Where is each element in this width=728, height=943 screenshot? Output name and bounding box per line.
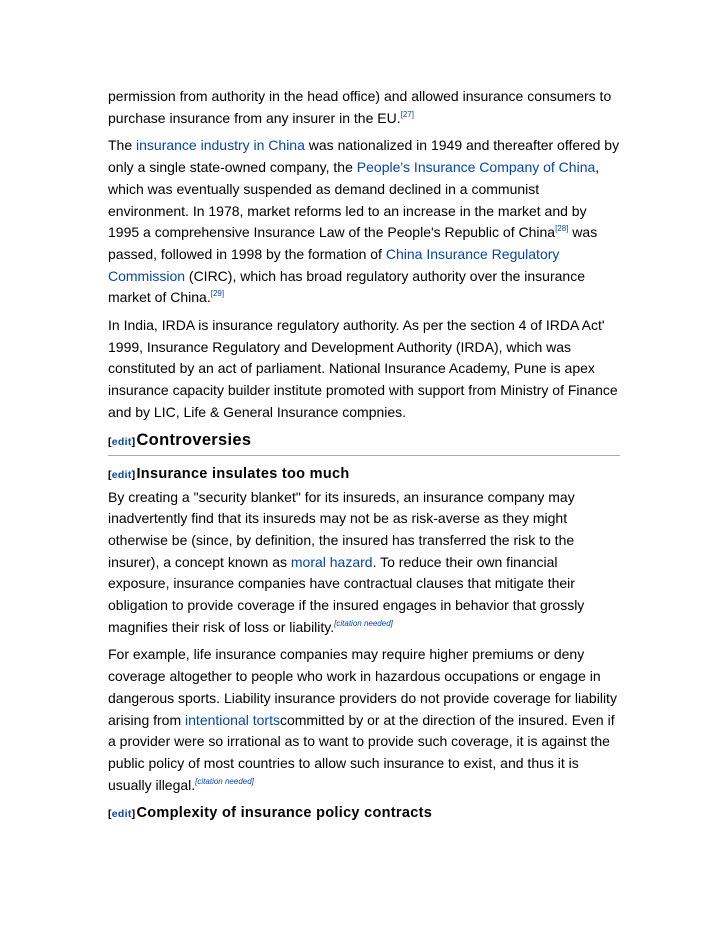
link-circ[interactable]: China Insurance Regulatory Commission <box>108 245 560 284</box>
heading-controversies: [edit]Controversies <box>108 430 620 456</box>
reference-28[interactable]: [28] <box>555 224 569 234</box>
link-moral-hazard[interactable]: moral hazard <box>290 553 373 570</box>
heading-insurance-insulates: [edit]Insurance insulates too much <box>108 465 350 482</box>
heading-complexity: [edit]Complexity of insurance policy contracts <box>108 805 433 822</box>
citation-needed[interactable]: [citation needed] <box>195 776 254 786</box>
link-peoples-insurance-company[interactable]: People's Insurance Company of China <box>356 159 596 176</box>
paragraph-moral-hazard: By creating a "security blanket" for its insureds, an insurance company may inadvertently find that its insureds may not be as risk-averse as they might otherwise be (since, by definition, the insured has transferred the risk to the insurer), a concept known as moral hazard. To reduce their own financial exposure, insurance companies have contractual clauses that mitigate their obligation to provide coverage if the insured engages in behavior that grossly magnifies their risk of loss or liability.[citation needed] <box>108 488 585 635</box>
paragraph-india-irda: In India, IRDA is insurance regulatory authority. As per the section 4 of IRDA Act' 1999, Insurance Regulatory and Development Authority (IRDA), which was constituted by an act of parliament. National Insurance Academy, Pune is apex insurance capacity builder institute promoted with support from Ministry of Finance and by LIC, Life & General Insurance compnies. <box>108 317 618 420</box>
article-body <box>108 86 620 826</box>
link-insurance-industry-china[interactable]: insurance industry in China <box>136 137 305 154</box>
paragraph-eu-insurance: permission from authority in the head office) and allowed insurance consumers to purchase insurance from any insurer in the EU.[27] <box>108 88 612 126</box>
edit-link-insulates[interactable]: [edit] <box>108 468 136 481</box>
edit-link-complexity[interactable]: [edit] <box>108 808 136 821</box>
edit-link-controversies[interactable]: [edit] <box>108 435 136 448</box>
paragraph-china-insurance: The insurance industry in China was nationalized in 1949 and thereafter offered by only a single state-owned company, the People's Insurance Company of China, which was eventually suspended as demand declined in a communist environment. In 1978, market reforms led to an increase in the market and by 1995 a comprehensive Insurance Law of the People's Republic of China[28] was passed, followed in 1998 by the formation of China Insurance Regulatory Commission (CIRC), which has broad regulatory authority over the insurance market of China.[29] <box>108 137 620 306</box>
citation-needed[interactable]: [citation needed] <box>334 618 393 628</box>
link-intentional-torts[interactable]: intentional torts <box>185 711 280 728</box>
paragraph-life-insurance-example: For example, life insurance companies may require higher premiums or deny coverage altogether to people who work in hazardous occupations or engage in dangerous sports. Liability insurance providers do not provide coverage for liability arising from intentional tortscommitted by or at the direction of the insured. Even if a provider were so irrational as to want to provide such coverage, it is against the public policy of most countries to allow such insurance to exist, and thus it is usually illegal.[citation needed] <box>108 646 617 793</box>
reference-27[interactable]: [27] <box>400 109 414 119</box>
reference-29[interactable]: [29] <box>210 289 225 299</box>
